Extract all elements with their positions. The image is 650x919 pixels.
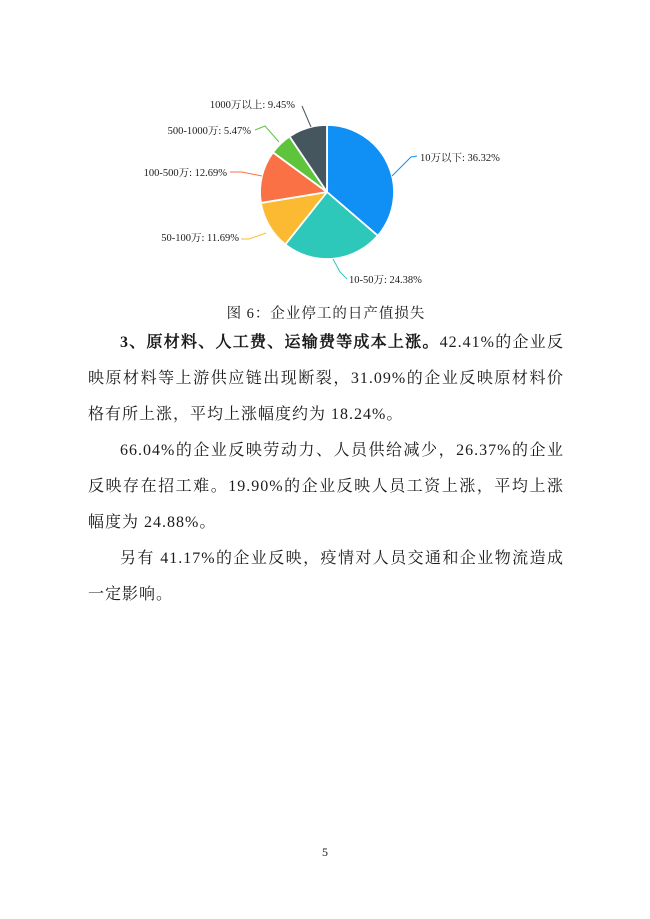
figure-caption: 图 6：企业停工的日产值损失 (226, 306, 426, 322)
pie-label-1000万以上: 1000万以上: 9.45% (209, 100, 295, 111)
pie-leader-line-500-1000万 (255, 126, 279, 142)
pie-label-10万以下: 10万以下: 36.32% (420, 153, 500, 164)
paragraph-labor: 66.04%的企业反映劳动力、人员供给减少，26.37%的企业反映存在招工难。19.90%的企业反映人员工资上涨，平均上涨幅度为 24.88%。 (88, 442, 564, 531)
pie-leader-line-1000万以上 (302, 106, 311, 127)
pie-leader-line-10万以下 (392, 156, 417, 176)
pie-label-50-100万: 50-100万: 11.69% (161, 233, 239, 244)
pie-label-10-50万: 10-50万: 24.38% (349, 275, 422, 286)
pie-label-100-500万: 100-500万: 12.69% (143, 168, 227, 179)
pie-chart-figure (0, 0, 650, 300)
paragraph-logistics: 另有 41.17%的企业反映，疫情对人员交通和企业物流造成一定影响。 (88, 550, 564, 603)
paragraph-costs (88, 325, 564, 433)
pie-leader-line-10-50万 (333, 259, 347, 279)
page-number: 5 (322, 845, 328, 859)
body-text (88, 325, 564, 613)
pie-leader-line-50-100万 (241, 233, 266, 239)
pie-leader-line-100-500万 (230, 172, 262, 176)
paragraph-costs-heading: 3、原材料、人工费、运输费等成本上涨。 (120, 334, 440, 351)
pie-label-500-1000万: 500-1000万: 5.47% (167, 126, 251, 137)
paragraph-costs-detail: 42.41%的企业反映原材料等上游供应链出现断裂，31.09%的企业反映原材料价格有所上涨，平均上涨幅度约为 18.24%。 (88, 334, 564, 423)
pie-chart (0, 0, 650, 300)
